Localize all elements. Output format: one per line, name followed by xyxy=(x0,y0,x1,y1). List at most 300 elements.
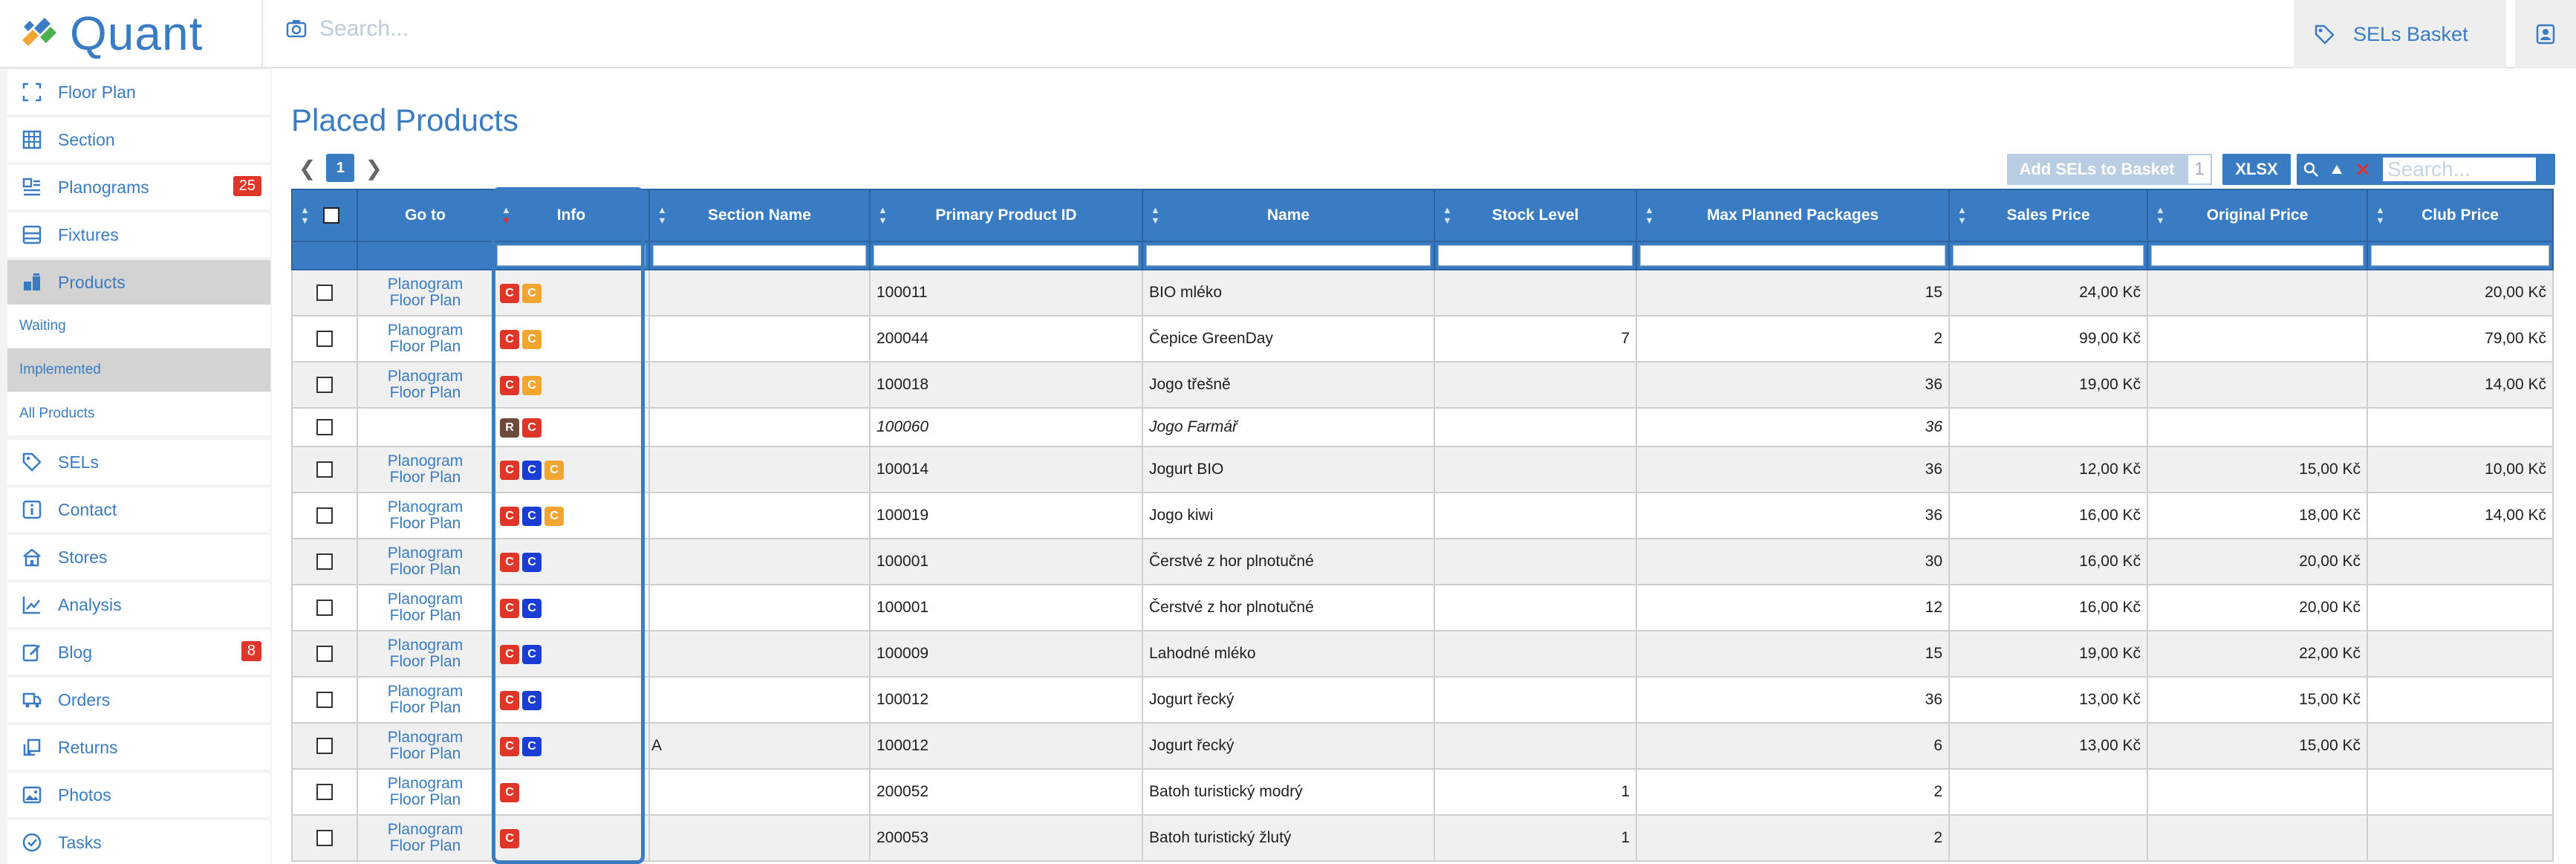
store-icon xyxy=(21,546,43,568)
goto-planogram-link[interactable]: Planogram xyxy=(387,452,464,470)
table-row[interactable] xyxy=(292,539,2553,585)
goto-planogram-link[interactable]: Planogram xyxy=(387,545,464,562)
column-filter-input[interactable] xyxy=(874,245,1139,266)
goto-floor-plan-link[interactable]: Floor Plan xyxy=(389,745,461,762)
sidebar-subitem-implemented[interactable] xyxy=(7,348,270,392)
sidebar-subitem-label: Implemented xyxy=(19,362,101,377)
column-filter-input[interactable] xyxy=(2151,245,2364,266)
column-filter-input[interactable] xyxy=(653,245,866,266)
goto-planogram-link[interactable]: Planogram xyxy=(387,729,464,746)
product-name-cell: Batoh turistický modrý xyxy=(1142,769,1434,815)
info-chip-blue[interactable]: C xyxy=(522,507,541,526)
sidebar-item-label: Floor Plan xyxy=(58,82,136,102)
goto-planogram-link[interactable]: Planogram xyxy=(387,591,464,608)
section-name-cell xyxy=(649,446,870,493)
sidebar-item-label: Products xyxy=(58,272,126,292)
goto-planogram-link[interactable]: Planogram xyxy=(387,821,464,838)
column-header[interactable]: ▲ ▼ Max Planned Packages xyxy=(1636,189,1949,241)
table-search-input[interactable] xyxy=(2381,156,2537,183)
info-cell xyxy=(493,446,649,493)
top-bar xyxy=(0,0,2576,68)
row-checkbox[interactable] xyxy=(316,692,333,708)
sales-price-cell: 16,00 Kč xyxy=(1949,585,2147,631)
column-header[interactable]: ▲ ▼ Club Price xyxy=(2367,189,2553,241)
xlsx-export-button[interactable]: XLSX xyxy=(2222,154,2291,185)
info-chip-blue[interactable]: C xyxy=(522,461,541,480)
column-filter-input[interactable] xyxy=(1640,245,1945,266)
max-planned-packages-cell: 2 xyxy=(1636,815,1949,861)
sels-basket-button[interactable] xyxy=(2294,0,2506,68)
info-chip-red[interactable]: C xyxy=(500,284,519,303)
row-checkbox[interactable] xyxy=(316,285,333,301)
info-cell xyxy=(493,769,649,815)
table-toolbar xyxy=(2007,154,2555,185)
info-chip-blue[interactable]: C xyxy=(522,737,541,756)
section-name-cell xyxy=(649,362,870,408)
filter-cell[interactable] xyxy=(1434,241,1636,270)
column-header[interactable]: Go to xyxy=(357,189,493,241)
sort-icon[interactable]: ▲ ▼ xyxy=(878,204,888,226)
section-name-cell xyxy=(649,769,870,815)
row-select-cell[interactable] xyxy=(292,769,357,815)
club-price-cell xyxy=(2367,408,2553,446)
table-row[interactable] xyxy=(292,769,2553,815)
table-row[interactable] xyxy=(292,408,2553,446)
row-checkbox[interactable] xyxy=(316,377,333,393)
page-title: Placed Products xyxy=(291,103,518,137)
sidebar-item-label: Section xyxy=(58,129,115,149)
filter-cell[interactable] xyxy=(2367,241,2553,270)
goto-cell xyxy=(357,677,493,723)
product-name-cell: Jogurt BIO xyxy=(1142,446,1434,493)
original-price-cell: 22,00 Kč xyxy=(2147,631,2367,677)
max-planned-packages-cell: 2 xyxy=(1636,316,1949,362)
sidebar-item-label: Photos xyxy=(58,785,111,805)
sidebar-item-label: Analysis xyxy=(58,594,122,614)
tag-icon xyxy=(21,451,43,473)
info-chip-red[interactable]: C xyxy=(500,553,519,572)
goto-cell xyxy=(357,769,493,815)
info-chip-red[interactable]: C xyxy=(522,418,541,438)
stock-level-cell xyxy=(1434,723,1636,769)
product-name-cell: Čepice GreenDay xyxy=(1142,316,1434,362)
product-name-cell: Jogurt řecký xyxy=(1142,677,1434,723)
original-price-cell xyxy=(2147,316,2367,362)
section-name-cell: A xyxy=(649,723,870,769)
original-price-cell xyxy=(2147,408,2367,446)
club-price-cell: 10,00 Kč xyxy=(2367,446,2553,493)
club-price-cell xyxy=(2367,539,2553,585)
prev-page-button[interactable]: ❮ xyxy=(299,156,316,180)
info-chip-orange[interactable]: C xyxy=(522,330,541,349)
user-button[interactable] xyxy=(2515,0,2576,68)
max-planned-packages-cell: 6 xyxy=(1636,723,1949,769)
camera-icon[interactable] xyxy=(285,18,308,40)
info-chip-red[interactable]: C xyxy=(500,376,519,395)
club-price-cell: 20,00 Kč xyxy=(2367,270,2553,316)
club-price-cell xyxy=(2367,815,2553,861)
original-price-cell: 20,00 Kč xyxy=(2147,585,2367,631)
info-chip-red[interactable]: C xyxy=(500,691,519,710)
row-checkbox[interactable] xyxy=(316,600,333,616)
section-name-cell xyxy=(649,270,870,316)
goto-cell xyxy=(357,316,493,362)
select-all-header[interactable] xyxy=(292,189,357,241)
goto-floor-plan-link[interactable]: Floor Plan xyxy=(389,837,461,854)
sidebar-item-label: Blog xyxy=(58,642,93,662)
section-name-cell xyxy=(649,631,870,677)
club-price-cell: 14,00 Kč xyxy=(2367,493,2553,539)
column-header[interactable]: ▲ ▼ Sales Price xyxy=(1949,189,2147,241)
filter-cell[interactable] xyxy=(1636,241,1949,270)
club-price-cell: 14,00 Kč xyxy=(2367,362,2553,408)
sidebar-item-returns[interactable] xyxy=(7,725,270,770)
row-checkbox[interactable] xyxy=(316,331,333,347)
row-select-cell[interactable] xyxy=(292,408,357,446)
column-filter-input[interactable] xyxy=(1953,245,2144,266)
row-select-cell[interactable] xyxy=(292,631,357,677)
sidebar-item-sels[interactable] xyxy=(7,440,270,484)
info-chip-red[interactable]: C xyxy=(500,737,519,756)
info-cell xyxy=(493,723,649,769)
sales-price-cell xyxy=(1949,769,2147,815)
goto-floor-plan-link[interactable]: Floor Plan xyxy=(389,515,461,532)
info-chip-red[interactable]: C xyxy=(500,461,519,480)
sidebar-item-label: Tasks xyxy=(58,832,102,852)
max-planned-packages-cell: 2 xyxy=(1636,769,1949,815)
sidebar-subitem-label: All Products xyxy=(19,406,95,421)
row-checkbox[interactable] xyxy=(316,738,333,754)
goto-floor-plan-link[interactable]: Floor Plan xyxy=(389,791,461,808)
original-price-cell: 15,00 Kč xyxy=(2147,723,2367,769)
sales-price-cell: 19,00 Kč xyxy=(1949,631,2147,677)
filter-cell[interactable] xyxy=(1949,241,2147,270)
goto-floor-plan-link[interactable]: Floor Plan xyxy=(389,384,461,401)
row-checkbox[interactable] xyxy=(316,553,333,570)
stock-level-cell xyxy=(1434,539,1636,585)
info-cell xyxy=(493,815,649,861)
table-row[interactable] xyxy=(292,270,2553,316)
goto-floor-plan-link[interactable]: Floor Plan xyxy=(389,338,461,355)
goto-planogram-link[interactable]: Planogram xyxy=(387,322,464,339)
sort-icon[interactable]: ▲ ▼ xyxy=(657,204,667,226)
sales-price-cell: 12,00 Kč xyxy=(1949,446,2147,493)
image-icon xyxy=(21,784,43,806)
sels-basket-label: SELs Basket xyxy=(2353,22,2468,45)
info-cell xyxy=(493,677,649,723)
goto-cell xyxy=(357,723,493,769)
table-row[interactable] xyxy=(292,723,2553,769)
goto-floor-plan-link[interactable]: Floor Plan xyxy=(389,607,461,624)
info-cell xyxy=(493,585,649,631)
stock-level-cell xyxy=(1434,362,1636,408)
table-body xyxy=(292,270,2553,861)
sort-icon[interactable]: ▲ ▼ xyxy=(1443,204,1452,226)
section-name-cell xyxy=(649,539,870,585)
goto-planogram-link[interactable]: Planogram xyxy=(387,368,464,385)
max-planned-packages-cell: 36 xyxy=(1636,408,1949,446)
sidebar-item-fixtures[interactable] xyxy=(7,212,270,257)
tag-icon xyxy=(2313,23,2335,45)
product-name-cell: Čerstvé z hor plnotučné xyxy=(1142,539,1434,585)
goto-planogram-link[interactable]: Planogram xyxy=(387,498,464,516)
goto-cell xyxy=(357,446,493,493)
pagination xyxy=(299,154,383,182)
global-search[interactable] xyxy=(285,16,765,42)
sales-price-cell: 24,00 Kč xyxy=(1949,270,2147,316)
club-price-cell xyxy=(2367,631,2553,677)
goto-cell xyxy=(357,539,493,585)
sidebar-subitem-waiting[interactable] xyxy=(7,305,270,348)
product-name-cell: Jogo Farmář xyxy=(1142,408,1434,446)
product-name-cell: Batoh turistický žlutý xyxy=(1142,815,1434,861)
sidebar-subitem-label: Waiting xyxy=(19,318,66,334)
original-price-cell xyxy=(2147,815,2367,861)
info-chip-blue[interactable]: C xyxy=(522,691,541,710)
goto-planogram-link[interactable]: Planogram xyxy=(387,775,464,792)
max-planned-packages-cell: 12 xyxy=(1636,585,1949,631)
sort-icon[interactable]: ▲ ▼ xyxy=(2156,204,2165,226)
info-chip-orange[interactable]: C xyxy=(522,284,541,303)
sidebar-item-products[interactable] xyxy=(7,260,270,305)
product-name-cell: Lahodné mléko xyxy=(1142,631,1434,677)
info-chip-orange[interactable]: C xyxy=(544,507,564,526)
table-row[interactable] xyxy=(292,493,2553,539)
sidebar-item-floor-plan[interactable] xyxy=(7,70,270,114)
row-select-cell[interactable] xyxy=(292,677,357,723)
row-checkbox[interactable] xyxy=(316,507,333,524)
top-divider xyxy=(261,0,263,68)
goto-floor-plan-link[interactable]: Floor Plan xyxy=(389,561,461,578)
goto-planogram-link[interactable]: Planogram xyxy=(387,276,464,293)
sidebar-item-section[interactable] xyxy=(7,117,270,162)
section-name-cell xyxy=(649,677,870,723)
sort-icon[interactable]: ▲ ▼ xyxy=(1957,204,1967,226)
primary-product-id-cell: 100011 xyxy=(870,270,1142,316)
filter-cell[interactable] xyxy=(1142,241,1434,270)
goto-cell xyxy=(357,815,493,861)
row-select-cell[interactable] xyxy=(292,585,357,631)
primary-product-id-cell: 100009 xyxy=(870,631,1142,677)
column-filter-input[interactable] xyxy=(497,245,645,266)
filter-cell xyxy=(357,241,493,270)
stock-level-cell xyxy=(1434,446,1636,493)
sidebar-item-tasks[interactable] xyxy=(7,820,270,864)
info-chip-blue[interactable]: C xyxy=(522,553,541,572)
filter-cell xyxy=(292,241,357,270)
info-chip-red[interactable]: C xyxy=(500,783,519,802)
sales-price-cell: 13,00 Kč xyxy=(1949,723,2147,769)
table-row[interactable] xyxy=(292,446,2553,493)
goto-floor-plan-link[interactable]: Floor Plan xyxy=(389,653,461,670)
filter-row xyxy=(292,241,2553,270)
sort-up-icon[interactable] xyxy=(2329,162,2344,177)
goto-planogram-link[interactable]: Planogram xyxy=(387,637,464,654)
info-cell xyxy=(493,631,649,677)
edit-icon xyxy=(21,641,43,663)
page-1-button[interactable]: 1 xyxy=(326,154,354,182)
table-row[interactable] xyxy=(292,677,2553,723)
goto-cell xyxy=(357,585,493,631)
column-header[interactable]: ▲ ▼ Info xyxy=(493,189,649,241)
table-row[interactable] xyxy=(292,362,2553,408)
column-header[interactable]: ▲ ▼ Section Name xyxy=(649,189,870,241)
sort-icon[interactable]: ▲ ▼ xyxy=(1151,204,1160,226)
sidebar-item-label: Fixtures xyxy=(58,224,119,244)
section-name-cell xyxy=(649,316,870,362)
sidebar-item-label: Contact xyxy=(58,499,117,519)
sort-icon[interactable]: ▲ ▼ xyxy=(501,204,511,226)
original-price-cell: 18,00 Kč xyxy=(2147,493,2367,539)
info-chip-orange[interactable]: C xyxy=(522,376,541,395)
product-name-cell: Jogo kiwi xyxy=(1142,493,1434,539)
club-price-cell xyxy=(2367,585,2553,631)
sidebar-item-label: SELs xyxy=(58,452,99,472)
info-cell xyxy=(493,539,649,585)
column-header[interactable]: ▲ ▼ Original Price xyxy=(2147,189,2367,241)
product-name-cell: BIO mléko xyxy=(1142,270,1434,316)
column-filter-input[interactable] xyxy=(1438,245,1633,266)
sidebar-subitem-all-products[interactable] xyxy=(7,392,270,435)
row-checkbox[interactable] xyxy=(316,461,333,478)
quant-logo-icon xyxy=(18,12,61,55)
logo[interactable] xyxy=(18,7,203,59)
primary-product-id-cell: 200053 xyxy=(870,815,1142,861)
primary-product-id-cell: 200052 xyxy=(870,769,1142,815)
sidebar-item-planograms[interactable] xyxy=(7,165,270,209)
sidebar-item-label: Stores xyxy=(58,547,108,567)
primary-product-id-cell: 100001 xyxy=(870,585,1142,631)
row-select-cell[interactable] xyxy=(292,316,357,362)
select-all-checkbox[interactable] xyxy=(323,207,339,224)
column-header[interactable]: ▲ ▼ Primary Product ID xyxy=(870,189,1142,241)
table-row[interactable] xyxy=(292,631,2553,677)
table-search-box xyxy=(2297,154,2555,185)
sort-icon[interactable]: ▲ ▼ xyxy=(2375,204,2385,226)
column-filter-input[interactable] xyxy=(2371,245,2549,266)
column-header[interactable]: ▲ ▼ Name xyxy=(1142,189,1434,241)
goto-floor-plan-link[interactable]: Floor Plan xyxy=(389,469,461,486)
primary-product-id-cell: 100012 xyxy=(870,677,1142,723)
chart-icon xyxy=(21,594,43,616)
primary-product-id-cell: 100018 xyxy=(870,362,1142,408)
row-select-cell[interactable] xyxy=(292,723,357,769)
stock-level-cell xyxy=(1434,677,1636,723)
sidebar-item-label: Orders xyxy=(58,689,111,709)
info-cell xyxy=(493,270,649,316)
row-select-cell[interactable] xyxy=(292,539,357,585)
column-filter-input[interactable] xyxy=(1146,245,1431,266)
row-select-cell[interactable] xyxy=(292,270,357,316)
info-cell xyxy=(493,316,649,362)
user-icon xyxy=(2534,23,2557,45)
product-name-cell: Jogo třešně xyxy=(1142,362,1434,408)
row-checkbox[interactable] xyxy=(316,646,333,662)
filter-cell[interactable] xyxy=(493,241,649,270)
stock-level-cell xyxy=(1434,493,1636,539)
goto-floor-plan-link[interactable]: Floor Plan xyxy=(389,292,461,309)
info-chip-orange[interactable]: C xyxy=(544,461,564,480)
products-icon xyxy=(21,271,43,293)
sidebar-item-label: Planograms xyxy=(58,177,149,197)
info-chip-blue[interactable]: C xyxy=(522,599,541,618)
info-chip-red[interactable]: C xyxy=(500,829,519,848)
search-icon[interactable] xyxy=(2303,161,2319,178)
info-chip-red[interactable]: C xyxy=(500,330,519,349)
add-sels-count: 1 xyxy=(2187,154,2212,185)
sidebar-item-orders[interactable] xyxy=(7,678,270,722)
next-page-button[interactable]: ❯ xyxy=(365,156,383,180)
sidebar-item-analysis[interactable] xyxy=(7,582,270,627)
returns-icon xyxy=(21,736,43,759)
add-sels-to-basket-button[interactable]: Add SELs to Basket xyxy=(2007,154,2187,185)
primary-product-id-cell: 100012 xyxy=(870,723,1142,769)
filter-cell[interactable] xyxy=(870,241,1142,270)
table-row[interactable] xyxy=(292,815,2553,861)
row-checkbox[interactable] xyxy=(316,784,333,800)
row-select-cell[interactable] xyxy=(292,362,357,408)
floor-plan-icon xyxy=(21,81,43,103)
goto-cell xyxy=(357,270,493,316)
row-checkbox[interactable] xyxy=(316,830,333,846)
info-chip-red[interactable]: C xyxy=(500,507,519,526)
sidebar-item-stores[interactable] xyxy=(7,535,270,579)
column-header[interactable]: ▲ ▼ Stock Level xyxy=(1434,189,1636,241)
table-row[interactable] xyxy=(292,316,2553,362)
filter-cell[interactable] xyxy=(2147,241,2367,270)
sort-icon[interactable]: ▲ ▼ xyxy=(300,204,310,226)
max-planned-packages-cell: 30 xyxy=(1636,539,1949,585)
info-cell xyxy=(493,493,649,539)
sales-price-cell: 16,00 Kč xyxy=(1949,493,2147,539)
row-checkbox[interactable] xyxy=(316,419,333,435)
sidebar-item-photos[interactable] xyxy=(7,773,270,817)
sales-price-cell: 16,00 Kč xyxy=(1949,539,2147,585)
row-select-cell[interactable] xyxy=(292,493,357,539)
sidebar-item-blog[interactable] xyxy=(7,630,270,675)
info-cell xyxy=(493,408,649,446)
sort-icon[interactable]: ▲ ▼ xyxy=(1645,204,1654,226)
info-chip-brown[interactable]: R xyxy=(500,418,519,438)
goto-cell xyxy=(357,362,493,408)
sales-price-cell: 99,00 Kč xyxy=(1949,316,2147,362)
fixtures-icon xyxy=(21,224,43,246)
info-chip-red[interactable]: C xyxy=(500,645,519,664)
info-chip-red[interactable]: C xyxy=(500,599,519,618)
max-planned-packages-cell: 15 xyxy=(1636,631,1949,677)
sales-price-cell: 19,00 Kč xyxy=(1949,362,2147,408)
row-select-cell[interactable] xyxy=(292,446,357,493)
filter-cell[interactable] xyxy=(649,241,870,270)
stock-level-cell: 1 xyxy=(1434,815,1636,861)
info-chip-blue[interactable]: C xyxy=(522,645,541,664)
product-name-cell: Jogurt řecký xyxy=(1142,723,1434,769)
global-search-input[interactable] xyxy=(319,16,765,42)
goto-floor-plan-link[interactable]: Floor Plan xyxy=(389,699,461,716)
row-select-cell[interactable] xyxy=(292,815,357,861)
placed-products-table xyxy=(291,189,2554,862)
table-row[interactable] xyxy=(292,585,2553,631)
sales-price-cell xyxy=(1949,408,2147,446)
sidebar-item-contact[interactable] xyxy=(7,487,270,532)
original-price-cell: 15,00 Kč xyxy=(2147,446,2367,493)
goto-planogram-link[interactable]: Planogram xyxy=(387,683,464,700)
clear-filter-icon[interactable] xyxy=(2355,161,2371,178)
goto-cell xyxy=(357,631,493,677)
original-price-cell: 20,00 Kč xyxy=(2147,539,2367,585)
club-price-cell xyxy=(2367,723,2553,769)
product-name-cell: Čerstvé z hor plnotučné xyxy=(1142,585,1434,631)
